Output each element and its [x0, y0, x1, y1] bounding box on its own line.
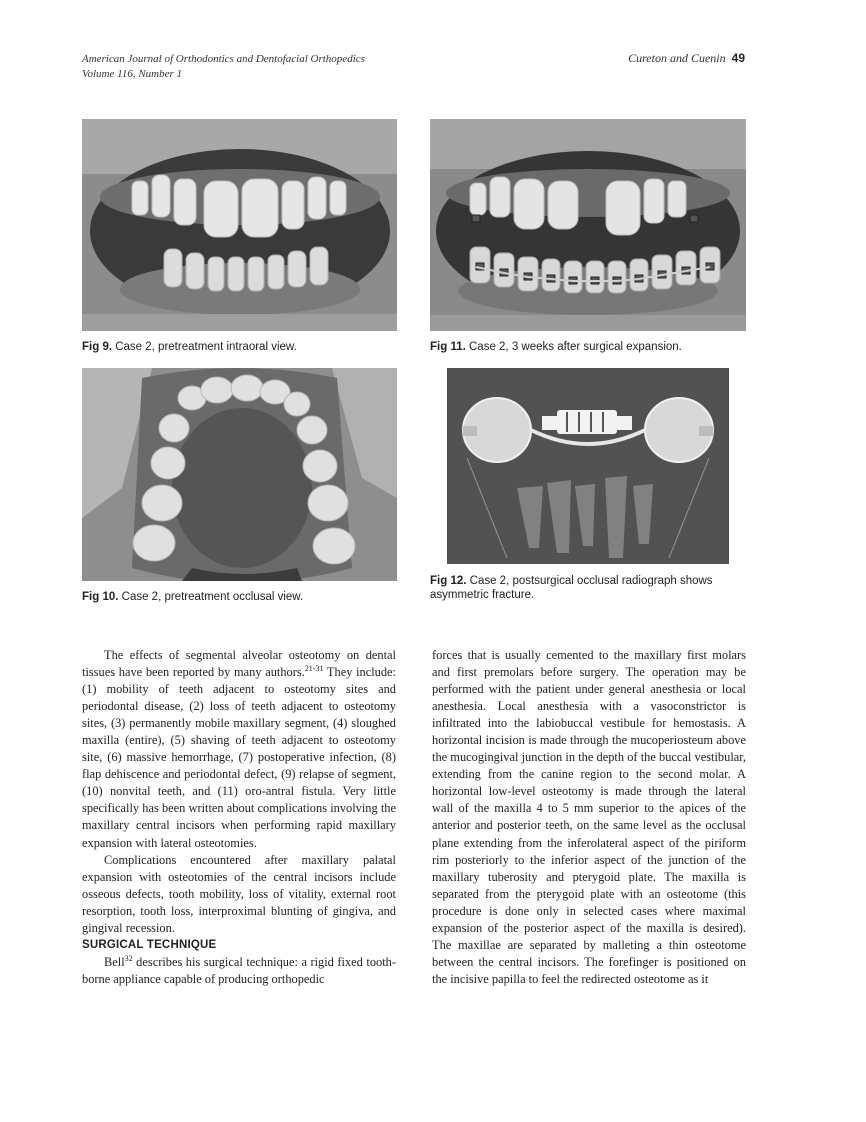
running-header-right: [628, 51, 745, 66]
fig12-caption-text: Case 2, postsurgical occlusal radiograph shows asymmetric fracture.: [430, 575, 713, 601]
fig11-photo: [430, 119, 746, 331]
section-heading-surgical-technique: SURGICAL TECHNIQUE: [82, 938, 217, 951]
citation-32: 32: [124, 953, 133, 963]
fig9-photo: [82, 119, 397, 331]
running-header-journal: [82, 52, 365, 82]
fig12-radiograph: [447, 368, 729, 564]
fig12-label: Fig 12.: [430, 575, 467, 587]
fig9-caption: [82, 340, 402, 354]
fig12-caption: [430, 574, 750, 602]
fig11-label: Fig 11.: [430, 341, 466, 353]
journal-volume: Volume 116, Number 1: [82, 68, 183, 80]
fig11-caption-text: Case 2, 3 weeks after surgical expansion.: [469, 341, 682, 353]
paragraph-complications-overview: The effects of segmental alveolar osteotomy on dental tissues have been reported by many authors.$^{21-31}$ They include: (1) mobility of teeth adjacent to osteotomy sites and periodontal disease, (2) loss of teeth adjacent to osteotomy sites, (3) permanently mobile maxillary segment, (4) sloughed maxilla (entire), (5) shaving of teeth adjacent to osteotomy site, (6) massive hemorrhage, (7) postoperative infection, (8) flap dehiscence and periodontal defect, (9) relapse of segment, (10) nonvital teeth, and (11) oro-antral fistula. Very little specifically has been written about complications involving the maxillary central incisors when performing rapid maxillary expansion with lateral osteotomies.: [82, 648, 396, 850]
paragraph-procedure: forces that is usually cemented to the maxillary first molars and first premolars before surgery. The operation may be performed with the patient under general anesthesia or local anesthesia. Local anesthesia with a vasoconstrictor is infiltrated into the labiobuccal vestibule for hemostasis. A horizontal incision is made through the mucoperiosteum above the mucogingival junction in the depth of the buccal vestibular, extending from the canine region to the second molar. A horizontal low-level osteotomy is made through the lateral wall of the maxilla 4 to 5 mm superior to the apices of the anterior and posterior teeth, on the same level as the occlusal plane extending from the inferolateral aspect of the piriform rim posteriorly to the inferior aspect of the junction of the maxillary tuberosity and pterygoid plate. The maxilla is separated from the pterygoid plate with an osteotome (this procedure is done only in selected cases where maximal expansion of the posterior aspect of the maxilla is desired). The maxillae are separated by malleting a thin osteotome between the central incisors. The forefinger is positioned on the incisive papilla to feel the redirected osteotome as it: [432, 648, 746, 986]
fig9-label: Fig 9.: [82, 341, 113, 353]
header-authors: Cureton and Cuenin: [628, 51, 726, 65]
fig10-caption: [82, 590, 402, 604]
journal-title: American Journal of Orthodontics and Dentofacial Orthopedics: [82, 53, 365, 65]
fig9-caption-text: Case 2, pretreatment intraoral view.: [115, 341, 297, 353]
fig10-label: Fig 10.: [82, 591, 119, 603]
paragraph-bell-technique: Bell$^{32}$ describes his surgical technique: a rigid fixed tooth-borne appliance capable of producing orthopedic: [82, 953, 396, 986]
citation-21-31: 21-31: [304, 663, 324, 673]
page-number: 49: [731, 51, 745, 65]
paragraph-complications-incisors: Complications encountered after maxillary palatal expansion with osteotomies of the central incisors include osseous defects, tooth mobility, loss of vitality, external root resorption, tooth loss, interproximal blunting of gingiva, and gingival recession.: [82, 852, 396, 935]
fig10-caption-text: Case 2, pretreatment occlusal view.: [121, 591, 304, 603]
body-column-left: [82, 647, 396, 988]
fig11-caption: [430, 340, 750, 354]
body-column-right: [432, 647, 746, 988]
fig10-photo: [82, 368, 397, 581]
